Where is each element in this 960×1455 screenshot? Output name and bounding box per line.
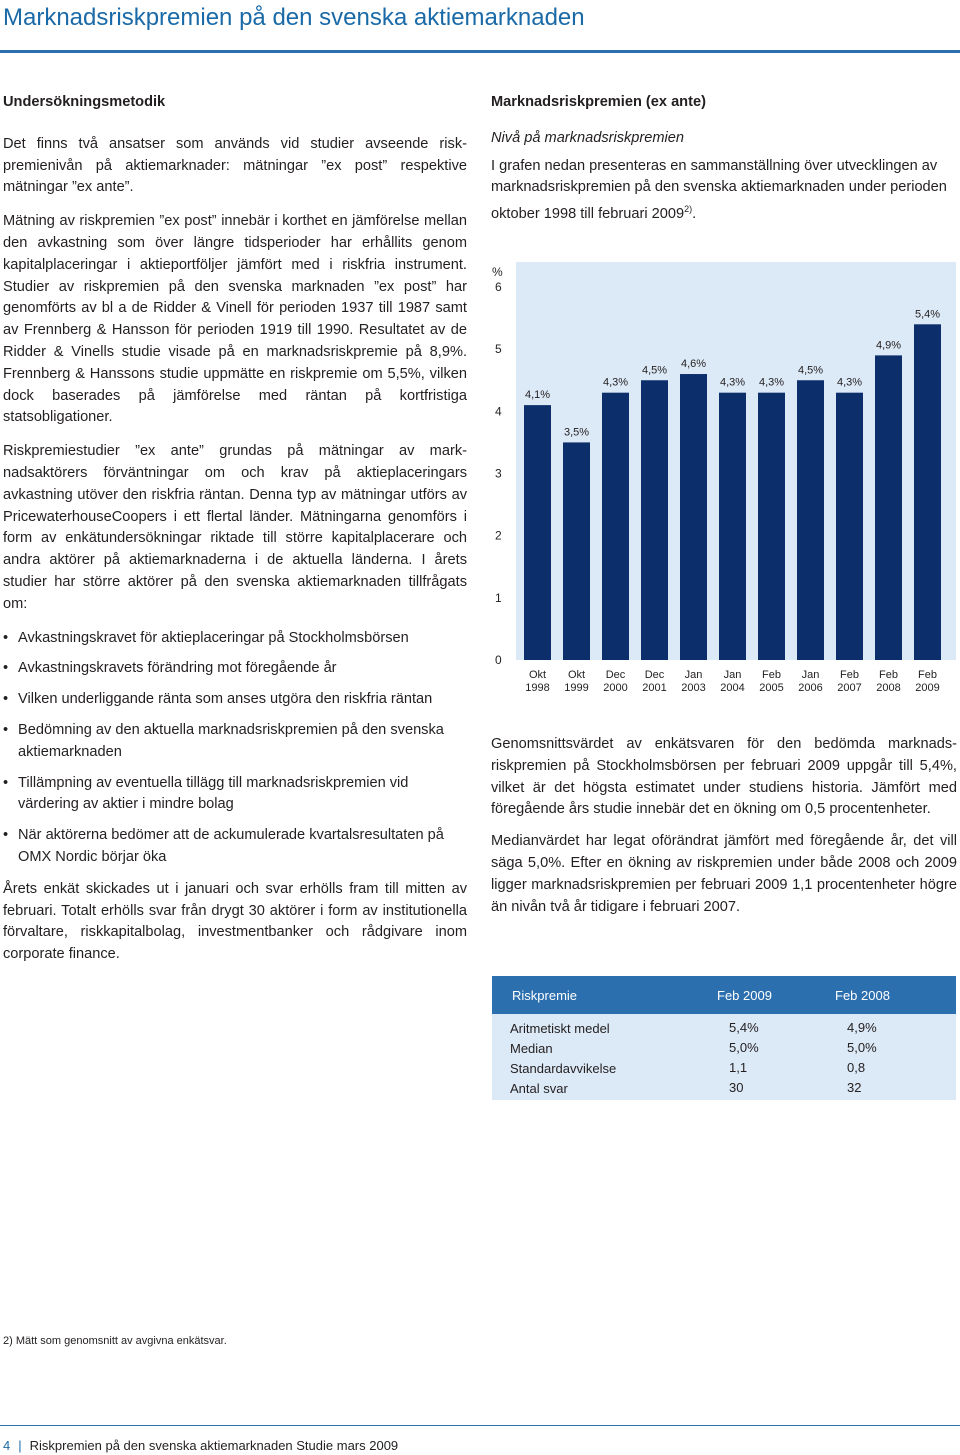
y-tick-label: 2 <box>495 528 502 543</box>
bar <box>602 393 629 660</box>
data-label: 4,3% <box>719 376 746 389</box>
bar <box>797 380 824 660</box>
stats-table <box>492 976 956 1100</box>
y-tick-label: 1 <box>495 590 502 605</box>
x-tick-label: 2004 <box>720 682 745 694</box>
x-tick-label: Jan <box>801 669 820 681</box>
page-number: 4 <box>3 1438 11 1453</box>
table-cell: Standardavvikelse <box>510 1061 617 1076</box>
y-tick-label: 4 <box>495 404 502 419</box>
y-tick-label: 0 <box>495 653 502 667</box>
x-tick-label: Okt <box>528 669 547 681</box>
x-tick-label: 2005 <box>759 682 784 694</box>
x-tick-label: 2008 <box>876 682 901 694</box>
x-tick-label: Dec <box>605 669 626 681</box>
table-cell: Median <box>510 1041 553 1056</box>
intro-paragraph <box>491 156 957 226</box>
table-cell: Antal svar <box>510 1081 568 1096</box>
data-label: 4,3% <box>758 376 785 389</box>
list-item: • Avkastningskravet för aktieplaceringar på Stockholmsbörsen <box>3 628 467 650</box>
intro-end: . <box>692 206 697 223</box>
data-label: 4,6% <box>680 358 707 371</box>
y-tick-label: 3 <box>495 466 502 481</box>
bar <box>563 442 590 660</box>
table-cell: 30 <box>729 1080 744 1095</box>
bar <box>875 355 902 660</box>
paragraph: Riskpremiestudier ”ex ante” grundas på mätningar av marknadsaktörers förväntningar om och krav på aktieplaceringars avkastning utöver den riskfria räntan. Denna typ av mätningar utförs av PricewaterhouseCoopers i ett flertal länder. Mätningarna genomförs i form av enkätundersökningar riktade till större kapitalplacerare och andra aktörer på aktiemarknaderna i de aktuella länderna. I årets studier har större aktörer på den svenska aktiemarknaden tillfrågats om: <box>3 443 467 612</box>
table-cell: 5,0% <box>729 1040 759 1055</box>
x-tick-label: Feb <box>840 669 859 681</box>
data-label: 5,4% <box>914 308 941 321</box>
y-axis-label: % <box>492 265 503 279</box>
list-item: • Vilken underliggande ränta som anses utgöra den riskfria räntan <box>3 689 467 711</box>
footer-text: Riskpremien på den svenska aktiemarknaden Studie mars 2009 <box>29 1438 399 1453</box>
footnote: 2) Mätt som genomsnitt av avgivna enkätsvar. <box>3 1335 227 1347</box>
table-header-cell: Riskpremie <box>512 988 578 1003</box>
bar <box>758 393 785 660</box>
data-label: 4,1% <box>524 389 551 402</box>
right-column <box>491 92 957 226</box>
x-tick-label: Feb <box>879 669 898 681</box>
table-header <box>492 976 956 1014</box>
data-label: 4,9% <box>875 339 902 352</box>
table-cell: 32 <box>847 1080 862 1095</box>
risk-premium-bar-chart <box>490 262 956 707</box>
data-label: 4,5% <box>641 364 668 377</box>
table-cell: 5,4% <box>729 1020 759 1035</box>
analysis-text <box>491 734 957 928</box>
y-tick-label: 5 <box>495 342 502 357</box>
page-footer <box>3 1438 398 1453</box>
x-tick-label: 2003 <box>681 682 706 694</box>
x-tick-label: 2001 <box>642 682 667 694</box>
list-item: • Bedömning av den aktuella marknadsriskpremien på den svenska aktiemarknaden <box>3 720 467 764</box>
x-tick-label: Feb <box>918 669 937 681</box>
bar <box>719 393 746 660</box>
bullet-list <box>3 628 467 869</box>
table-cell: 4,9% <box>847 1020 877 1035</box>
x-tick-label: Jan <box>723 669 742 681</box>
data-label: 4,3% <box>602 376 629 389</box>
x-tick-label: 2006 <box>798 682 823 694</box>
list-item: • När aktörerna bedömer att de ackumulerade kvartalsresultaten på OMX Nordic börjar öka <box>3 825 467 869</box>
section-heading-premium: Marknadsriskpremien (ex ante) <box>491 94 706 110</box>
paragraph: Det finns två ansatser som används vid studier avseende riskpremienivån på aktiemarknader: mätningar ”ex post” respektive mätningar ”ex ante”. <box>3 135 467 196</box>
footnote-ref: 2) <box>684 204 693 215</box>
table-header-cell: Feb 2009 <box>717 988 772 1003</box>
chart-subtitle: Nivå på marknadsriskpremien <box>491 129 685 146</box>
x-tick-label: Dec <box>644 669 665 681</box>
section-heading-method: Undersökningsmetodik <box>3 94 166 110</box>
footer-rule <box>0 1425 960 1426</box>
data-label: 4,3% <box>836 376 863 389</box>
page-title: Marknadsriskpremien på den svenska aktiemarknaden <box>3 4 585 31</box>
left-column <box>3 92 467 978</box>
paragraph: Genomsnittsvärdet av enkätsvaren för den bedömda marknadsriskpremien på Stockholmsbörsen per februari 2009 uppgår till 5,4%, vilket är det högsta estimatet under studiens historia. Jämfört med föregående års studie innebär det en ökning om 0,5 procentenheter. <box>491 736 957 818</box>
x-tick-label: 1998 <box>525 682 550 694</box>
list-item: • Avkastningskravets förändring mot föregående år <box>3 658 467 680</box>
x-tick-label: 2007 <box>837 682 862 694</box>
bar <box>641 380 668 660</box>
bar <box>524 405 551 660</box>
bar <box>836 393 863 660</box>
bar <box>680 374 707 660</box>
x-tick-label: 2009 <box>915 682 940 694</box>
list-item: • Tillämpning av eventuella tillägg till marknadsriskpremien vid värdering av aktier i mindre bolag <box>3 773 467 817</box>
x-tick-label: 1999 <box>564 682 589 694</box>
title-rule <box>0 50 960 53</box>
table-header-cell: Feb 2008 <box>835 988 890 1003</box>
intro-text: I grafen nedan presenteras en sammanställning över utvecklingen av marknadsriskpremien på den svenska aktiemarknaden under perioden oktober 1998 till februari 2009 <box>491 157 947 223</box>
x-tick-label: 2000 <box>603 682 628 694</box>
data-label: 4,5% <box>797 364 824 377</box>
y-tick-label: 6 <box>495 280 502 294</box>
data-label: 3,5% <box>563 426 590 439</box>
paragraph: Mätning av riskpremien ”ex post” innebär i korthet en jämförelse mellan den avkastning som över längre tidsperioder har erhållits genom kapitalplaceringar i aktieportföljer jämfört med i riskfria instrument. Studier av riskpremien på den svenska marknaden ”ex post” har genomförts av bl a de Ridder & Vinell för perioden 1937 till 1987 samt av Frennberg & Hansson för perioden 1919 till 1990. Resultatet av de Ridder & Vinells studie visade på en marknadsriskpremie på 8,9%. Frennberg & Hanssons studie uppmätte en riskpremie om 5,5%, vilken dock baserades på jämförelse med räntan på kortfristiga statsobligationer. <box>3 213 467 426</box>
table-cell: 0,8 <box>847 1060 866 1075</box>
x-tick-label: Feb <box>762 669 781 681</box>
paragraph: Medianvärdet har legat oförändrat jämfört med föregående år, det vill säga 5,0%. Efter en ökning av riskpremien under både 2008 och 2009 ligger marknadsriskpremien per februari 2009 1,1 procentenheter högre än nivån två år tidigare i februari 2007. <box>491 833 957 915</box>
table-cell: 5,0% <box>847 1040 877 1055</box>
x-tick-label: Okt <box>567 669 586 681</box>
paragraph: Årets enkät skickades ut i januari och svar erhölls fram till mitten av februari. Totalt erhölls svar från drygt 30 aktörer i form av institutionella förvaltare, riskkapitalbolag, investmentbanker och rådgivare inom corporate finance. <box>3 880 467 963</box>
bar <box>914 324 941 660</box>
footer-divider: | <box>18 1438 22 1453</box>
x-tick-label: Jan <box>684 669 703 681</box>
table-cell: 1,1 <box>729 1060 748 1075</box>
table-cell: Aritmetiskt medel <box>510 1021 610 1036</box>
